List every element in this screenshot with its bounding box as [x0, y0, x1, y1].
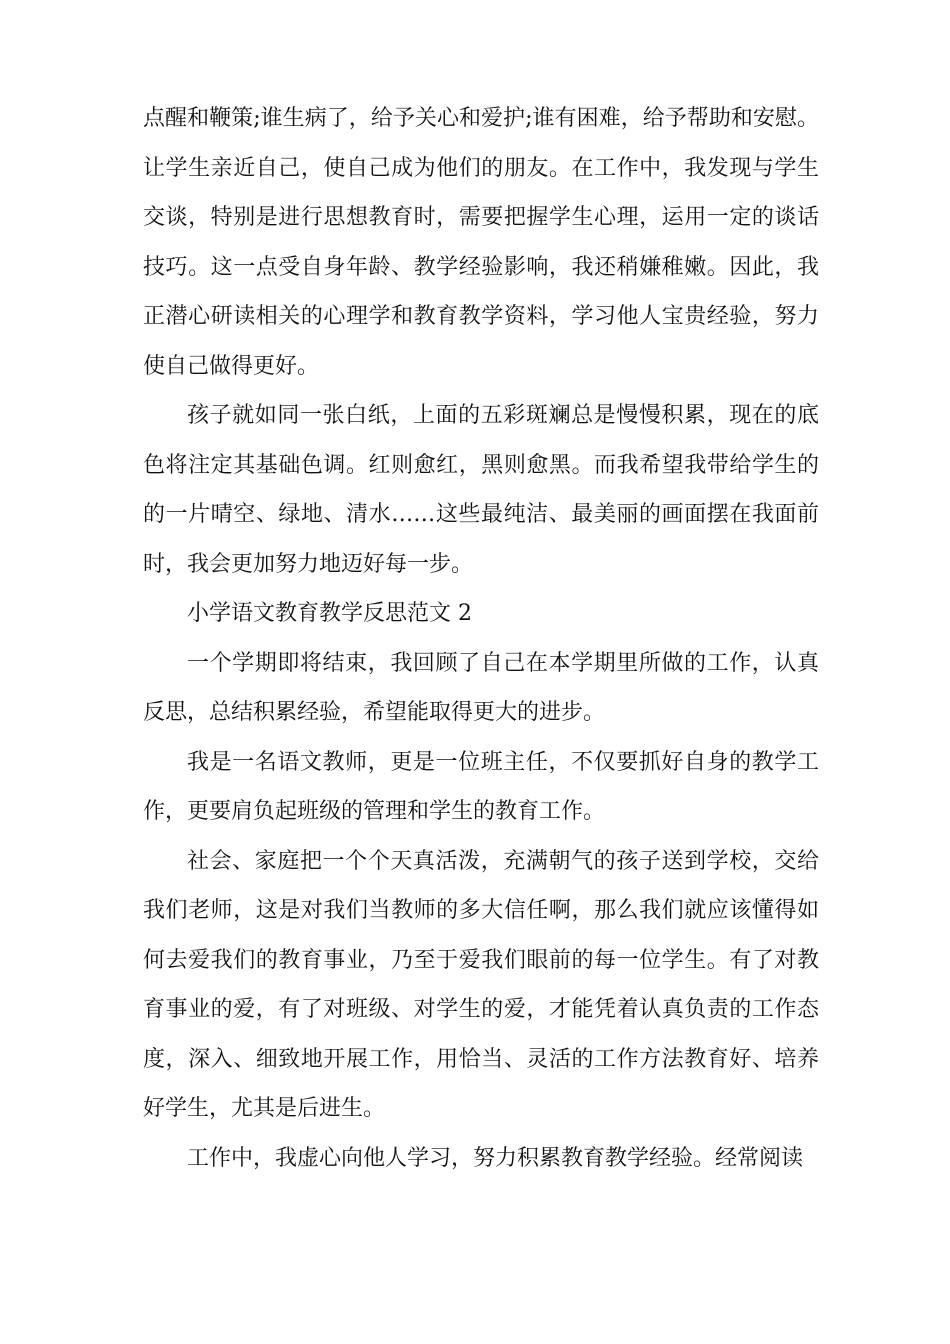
- paragraph-blank-paper: 孩子就如同一张白纸，上面的五彩斑斓总是慢慢积累，现在的底色将注定其基础色调。红则愈红，黑则愈黑。而我希望我带给学生的的一片晴空、绿地、清水……这些最纯洁、最美丽的画面摆在我面前时，我会更加努力地迈好每一步。: [143, 403, 819, 577]
- paragraph-semester-review: 一个学期即将结束，我回顾了自己在本学期里所做的工作，认真反思，总结积累经验，希望能取得更大的进步。: [143, 650, 819, 725]
- paragraph-continuation: 点醒和鞭策;谁生病了，给予关心和爱护;谁有困难，给予帮助和安慰。让学生亲近自己，使自己成为他们的朋友。在工作中，我发现与学生交谈，特别是进行思想教育时，需要把握学生心理，运用一定的谈话技巧。这一点受自身年龄、教学经验影响，我还稍嫌稚嫩。因此，我正潜心研读相关的心理学和教育教学资料，学习他人宝贵经验，努力使自己做得更好。: [143, 106, 819, 379]
- paragraph-learning-others: 工作中，我虚心向他人学习，努力积累教育教学经验。经常阅读: [187, 1145, 804, 1171]
- document-body: [143, 94, 819, 1183]
- section-heading: 小学语文教育教学反思范文 2: [187, 601, 472, 626]
- paragraph-teacher-role: 我是一名语文教师，更是一位班主任，不仅要抓好自身的教学工作，更要肩负起班级的管理和学生的教育工作。: [143, 749, 819, 824]
- paragraph-love-education: 社会、家庭把一个个天真活泼，充满朝气的孩子送到学校，交给我们老师，这是对我们当教师的多大信任啊，那么我们就应该懂得如何去爱我们的教育事业，乃至于爱我们眼前的每一位学生。有了对教育事业的爱，有了对班级、对学生的爱，才能凭着认真负责的工作态度，深入、细致地开展工作，用恰当、灵活的工作方法教育好、培养好学生，尤其是后进生。: [143, 848, 819, 1121]
